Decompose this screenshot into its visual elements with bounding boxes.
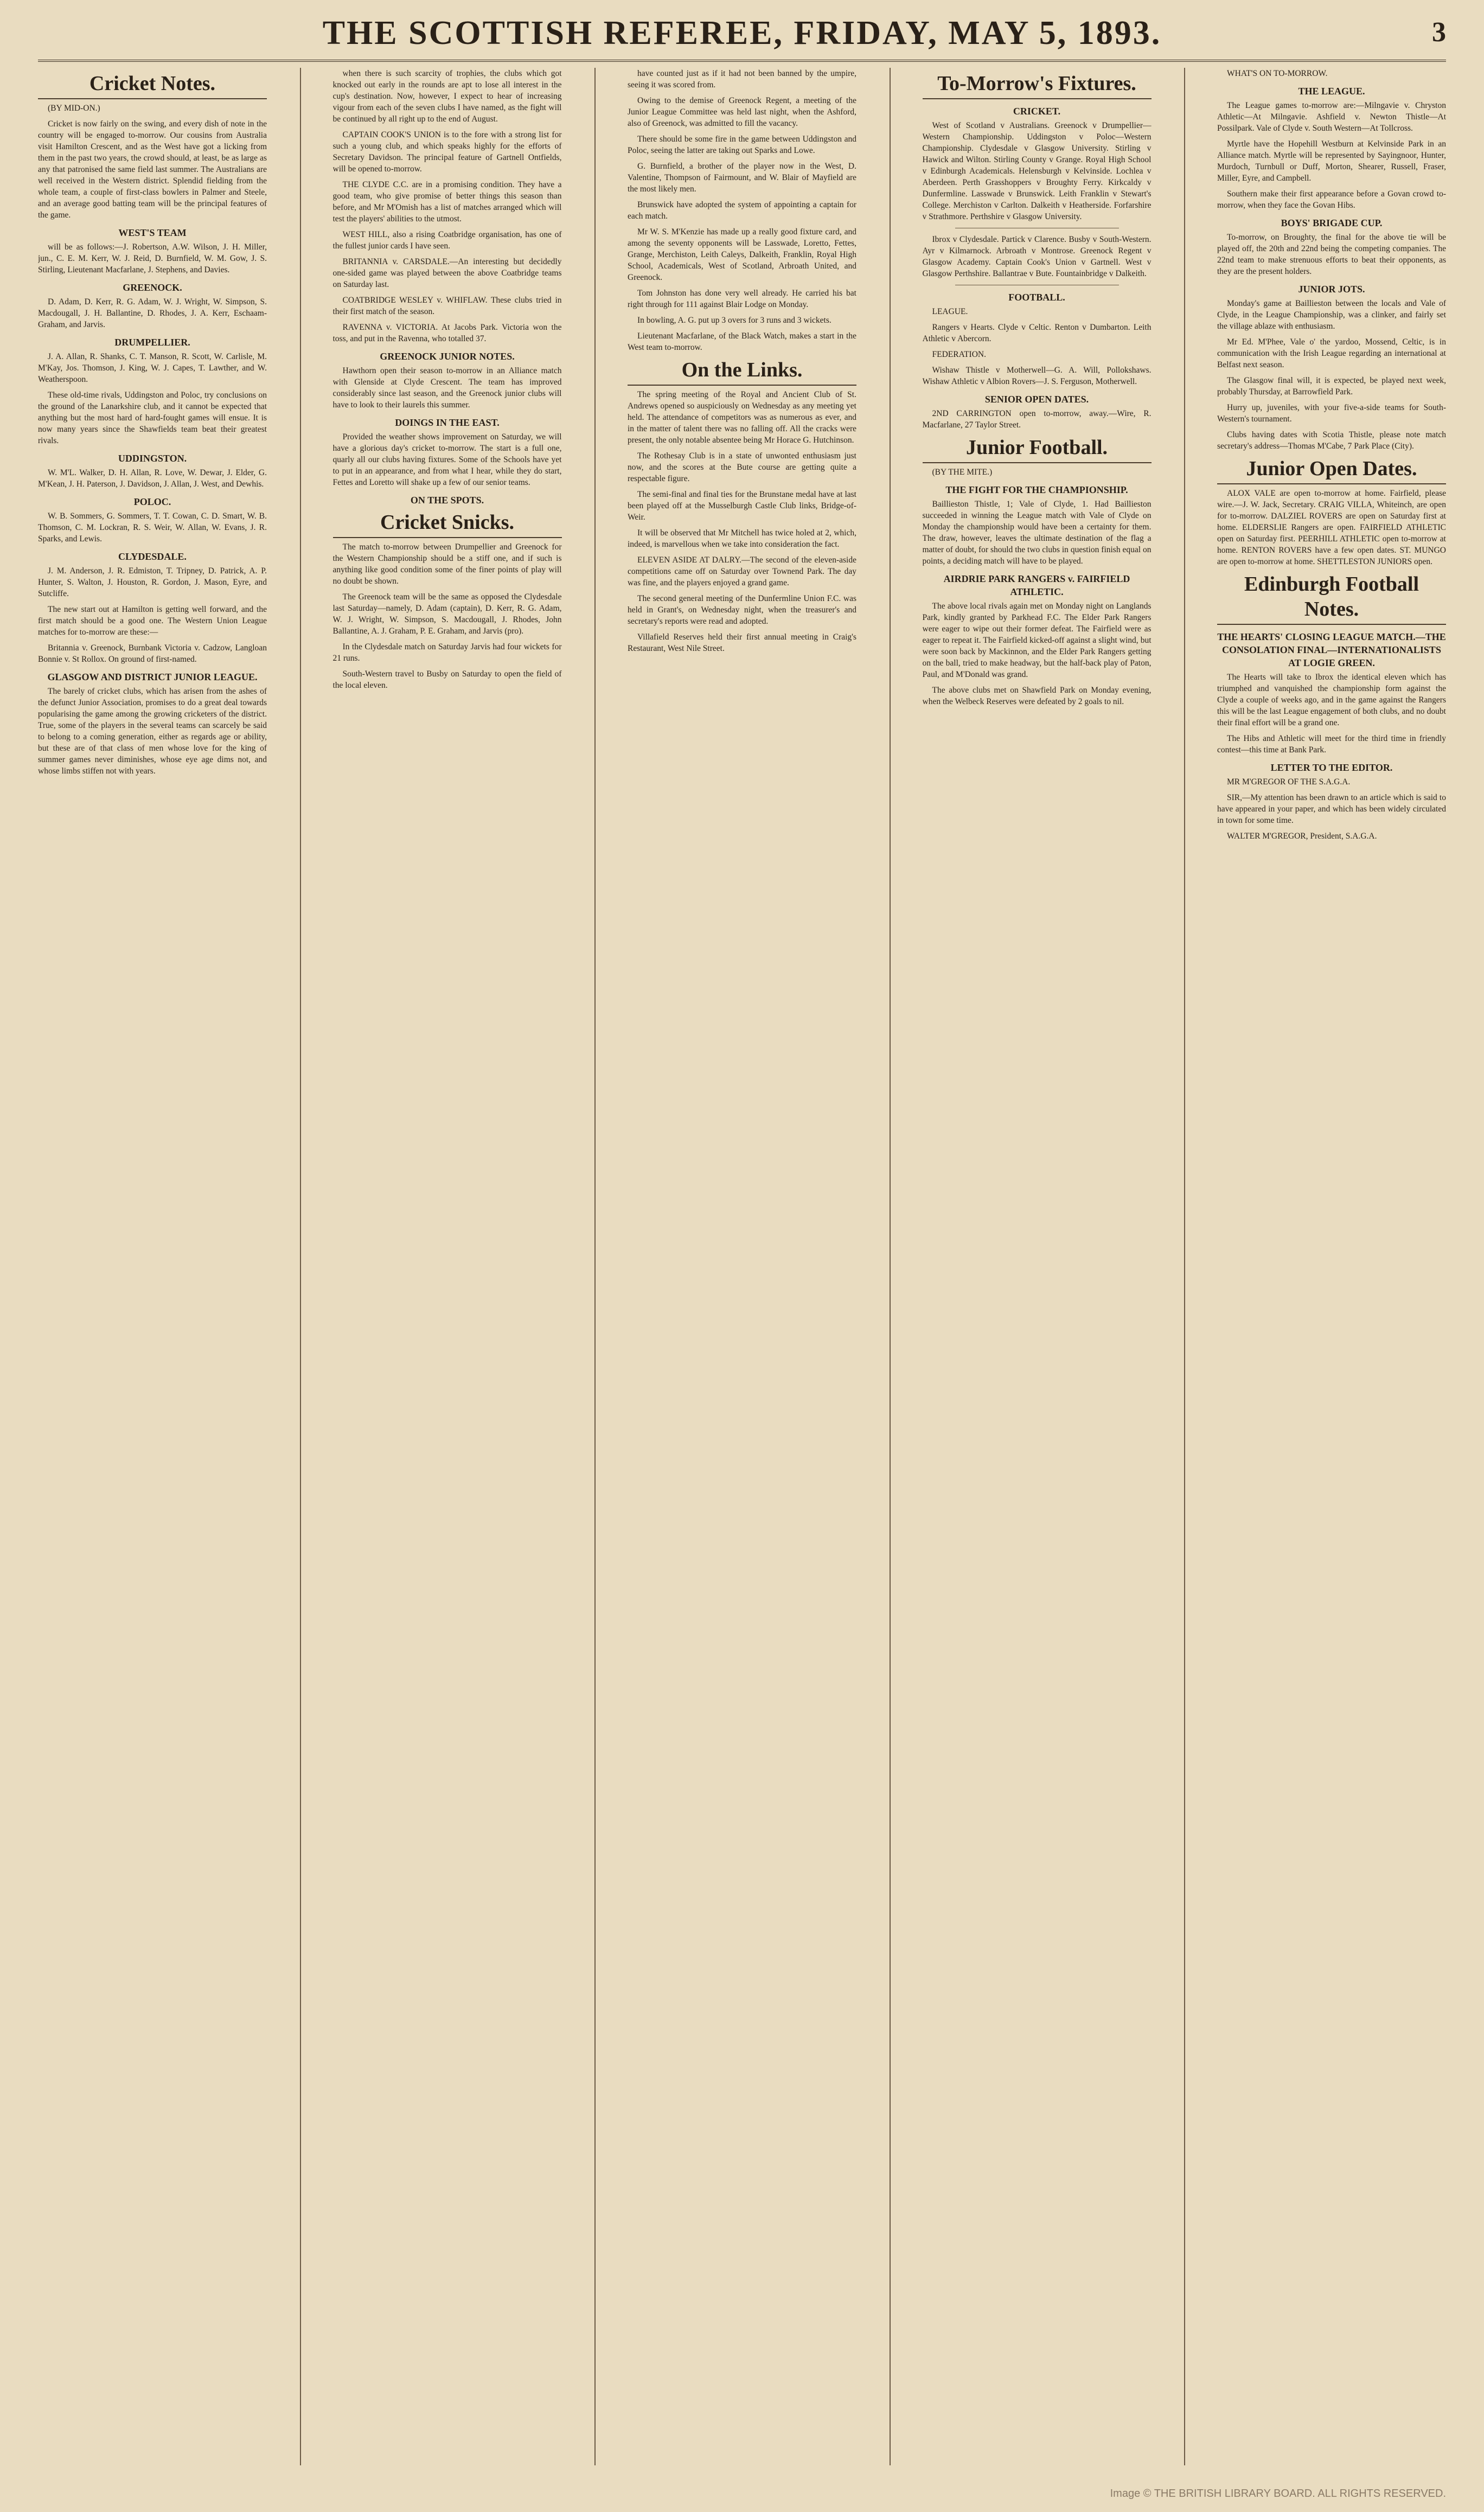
sub-heading: THE FIGHT FOR THE CHAMPIONSHIP.	[945, 484, 1128, 495]
paragraph: The Greenock team will be the same as opposed the Clydesdale last Saturday—namely, D. Adam (captain), D. Kerr, R. G. Adam, W. J. Wright, W. Simpson, S. Macdougall, J. Rhodes, John Ballantine, A. J. Graham, P. E. Graham, and Jarvis (pro).	[332, 592, 562, 636]
paragraph: THE CLYDE C.C. are in a promising condition. They have a good team, who give promise of better things this season than before, and Mr M'Omish has a list of matches arranged which will test the players' abilities to the utmost.	[332, 180, 562, 223]
paragraph: BRITANNIA v. CARSDALE.—An interesting but decidedly one-sided game was played between the above Coatbridge teams on Saturday last.	[332, 257, 562, 289]
paragraph: Clubs having dates with Scotia Thistle, please note match secretary's address—Thomas M'Cabe, 7 Park Place (City).	[1217, 430, 1446, 451]
paragraph: have counted just as if it had not been banned by the umpire, seeing it was scored from.	[628, 69, 856, 90]
paragraph: ELEVEN ASIDE AT DALRY.—The second of the eleven-aside competitions came off on Saturday over Townend Park. The day was fine, and the players enjoyed a grand game.	[628, 555, 856, 587]
paragraph: The above clubs met on Shawfield Park on Monday evening, when the Welbeck Reserves were defeated by 2 goals to nil.	[922, 686, 1152, 706]
paragraph: Provided the weather shows improvement on Saturday, we will have a glorious day's cricket to-morrow. The start is a full one, quarly all our clubs having fixtures. Some of the Schools have yet to put in an appearance, and from what I hear, while they do start, Fettes and Loretto will shake up a few of our senior teams.	[332, 432, 562, 487]
paragraph: (BY MID-ON.)	[48, 104, 100, 113]
sub-heading: BOYS' BRIGADE CUP.	[1281, 218, 1383, 228]
paragraph: W. M'L. Walker, D. H. Allan, R. Love, W. Dewar, J. Elder, G. M'Kean, J. H. Paterson, J. Davidson, J. Allan, J. West, and Dewhis.	[38, 468, 267, 489]
paragraph: The Rothesay Club is in a state of unwonted enthusiasm just now, and the scores at the Bute course are getting quite a respectable figure.	[628, 451, 856, 483]
section-heading: Junior Football.	[923, 435, 1152, 463]
column-1	[38, 68, 267, 2465]
paragraph: The spring meeting of the Royal and Ancient Club of St. Andrews opened so auspiciously on Wednesday as any meeting yet held. The attendance of competitors was as numerous as ever, and in the matter of talent there was no falling off. All the cracks were present, the only notable absentee being Mr Horace G. Hutchinson.	[628, 390, 856, 445]
sub-heading: GLASGOW AND DISTRICT JUNIOR LEAGUE.	[47, 672, 258, 682]
paragraph: These old-time rivals, Uddingston and Poloc, try conclusions on the ground of the Lanarkshire club, and it cannot be expected that anything but the most hard of hard-fought games will ensue. It is now many years since the Shawfields team beat their greatest rivals.	[38, 391, 267, 445]
paragraph: The Hearts will take to Ibrox the identical eleven which has triumphed and vanquished the championship form against the Clyde a couple of weeks ago, and in the game against the Rangers this will be the last League engagement of both clubs, and no doubt their final effort will be a grand one.	[1217, 673, 1446, 727]
paragraph: when there is such scarcity of trophies, the clubs which got knocked out early in the rounds are apt to lose all interest in the cup's destination. Now, however, I expect to hear of increasing vigour from each of the seven clubs I have named, as the fight will be continued by all right up to the end of August.	[332, 69, 562, 124]
section-heading: To-Morrow's Fixtures.	[923, 71, 1152, 99]
paragraph: There should be some fire in the game between Uddingston and Poloc, seeing the latter are taking out Sparks and Lowe.	[628, 135, 856, 155]
section-heading: Edinburgh Football Notes.	[1217, 572, 1446, 625]
paragraph: Myrtle have the Hopehill Westburn at Kelvinside Park in an Alliance match. Myrtle will be represented by Sayingnoor, Hunter, Murdoch, Turnbull or Duff, Morton, Shearer, Russell, Fraser, Miller, Eyre, and Campbell.	[1217, 139, 1446, 183]
paragraph: (BY THE MITE.)	[932, 468, 993, 477]
paragraph: Lieutenant Macfarlane, of the Black Watch, makes a start in the West team to-morrow.	[628, 331, 856, 352]
sub-heading: CLYDESDALE.	[118, 551, 187, 562]
paragraph: ALOX VALE are open to-morrow at home. Fairfield, please wire.—J. W. Jack, Secretary. CRAIG VILLA, Whiteinch, are open for to-morrow. DALZIEL ROVERS are open on Saturday first at home. ELDERSLIE Rangers are open. FAIRFIELD ATHLETIC open on Saturday first. PEERHILL ATHLETIC open to-morrow at home. RENTON ROVERS have a few open dates. ST. MUNGO are open to-morrow at home. SHETTLESTON JUNIORS open.	[1217, 489, 1446, 566]
paragraph: In the Clydesdale match on Saturday Jarvis had four wickets for 21 runs.	[332, 642, 562, 663]
sub-heading: SENIOR OPEN DATES.	[984, 394, 1089, 405]
sub-heading: DOINGS IN THE EAST.	[395, 417, 500, 428]
paragraph: WHAT'S ON TO-MORROW.	[1227, 69, 1328, 78]
sub-heading: ON THE SPOTS.	[410, 495, 484, 506]
sub-heading: CRICKET.	[1013, 106, 1061, 117]
sub-heading: GREENOCK JUNIOR NOTES.	[380, 351, 515, 362]
column-2	[333, 68, 562, 2465]
column-3	[628, 68, 856, 2465]
sub-heading: AIRDRIE PARK RANGERS v. FAIRFIELD ATHLETIC.	[943, 573, 1130, 597]
sub-heading: POLOC.	[133, 496, 171, 507]
paragraph: Mr Ed. M'Phee, Vale o' the yardoo, Mossend, Celtic, is in communication with the Irish League regarding an international at Belfast next season.	[1217, 337, 1446, 369]
paragraph: WALTER M'GREGOR, President, S.A.G.A.	[1227, 832, 1377, 841]
paragraph: West of Scotland v Australians. Greenock v Drumpellier—Western Championship. Uddingston v Poloc—Western Championship. Clydesdale v Glasgow University. Stirling v Hawick and Wilton. Stirling County v Grange. Royal High School v Edinburgh Academicals. Helensburgh v Kelvinside. Lochlea v Aberdeen. Perth Grasshoppers v Broughty Ferry. Kirkcaldy v Dunfermline. Lasswade v Brunswick. Leith Franklin v Stewart's College. Merchiston v Carlton. Dalkeith v Heatherside. Forfarshire v Strathmore. Perthshire v Glasgow University.	[922, 121, 1152, 221]
section-heading: Cricket Snicks.	[333, 510, 562, 538]
paragraph: The barely of cricket clubs, which has arisen from the ashes of the defunct Junior Association, promises to do a great deal towards popularising the game among the growing cricketers of the district. True, some of the players in the several teams can scarcely be said to belong to a coming generation, either as regards age or ability, but these are of that class of men whose love for the king of summer games never diminishes, whose eye age dims not, and whose limbs stiffen not with years.	[38, 687, 267, 776]
column-5	[1217, 68, 1446, 2465]
paragraph: CAPTAIN COOK'S UNION is to the fore with a strong list for such a young club, and which speaks highly for the efforts of Secretary Davidson. The principal feature of Gartnell Ontfields, will be opened to-morrow.	[332, 130, 562, 174]
paragraph: The new start out at Hamilton is getting well forward, and the first match should be a good one. The Western Union League matches for to-morrow are these:—	[38, 605, 267, 637]
paragraph: J. M. Anderson, J. R. Edmiston, T. Tripney, D. Patrick, A. P. Hunter, S. Walton, J. Houston, R. Gordon, J. Mason, Eyre, and Sutcliffe.	[38, 566, 267, 598]
paragraph: Monday's game at Baillieston between the locals and Vale of Clyde, in the League Championship, was a clinker, and fairly set the village ablaze with enthusiasm.	[1217, 299, 1446, 331]
paragraph: Hawthorn open their season to-morrow in an Alliance match with Glenside at Clyde Crescent. The team has improved considerably since last season, and the Greenock junior clubs will have to look to their laurels this summer.	[332, 366, 562, 410]
masthead	[38, 11, 1446, 62]
paragraph: The Glasgow final will, it is expected, be played next week, probably Thursday, at Barrowfield Park.	[1217, 376, 1446, 397]
paragraph: SIR,—My attention has been drawn to an article which is said to have appeared in your paper, and which has been widely circulated in town for some time.	[1217, 793, 1446, 825]
section-heading: Cricket Notes.	[38, 71, 267, 99]
paragraph: 2ND CARRINGTON open to-morrow, away.—Wire, R. Macfarlane, 27 Taylor Street.	[922, 409, 1152, 430]
section-heading: Junior Open Dates.	[1217, 456, 1446, 484]
paragraph: Baillieston Thistle, 1; Vale of Clyde, 1. Had Baillieston succeeded in winning the League match with Vale of Clyde on Monday the championship would have been a certainty for them. The draw, however, leaves the ultimate destination of the flag a matter of doubt, for should the two clubs in question finish equal on points, a deciding match will have to be played.	[922, 500, 1152, 566]
section-heading: On the Links.	[628, 357, 856, 386]
copyright-footer: Image © THE BRITISH LIBRARY BOARD. ALL RIGHTS RESERVED.	[1110, 2488, 1446, 2500]
paragraph: The Hibs and Athletic will meet for the third time in friendly contest—this time at Bank Park.	[1217, 734, 1446, 755]
paragraph: J. A. Allan, R. Shanks, C. T. Manson, R. Scott, W. Carlisle, M. M'Kay, Jos. Thomson, J. King, W. J. Capes, T. Lawther, and W. Weatherspoon.	[38, 352, 267, 384]
paragraph: Ibrox v Clydesdale. Partick v Clarence. Busby v South-Western. Ayr v Kilmarnock. Arbroath v Montrose. Greenock Regent v Glasgow Academy. Captain Cook's Union v Gartnell. West v Glasgow Perthshire. Ballantrae v Bute. Fountainbridge v Dalkeith.	[922, 235, 1152, 278]
column-rule	[890, 68, 891, 2465]
paragraph: The second general meeting of the Dunfermline Union F.C. was held in Grant's, on Wednesday night, when the treasurer's and secretary's reports were read and adopted.	[628, 594, 856, 626]
masthead-title: THE SCOTTISH REFEREE, FRIDAY, MAY 5, 1893.	[322, 15, 1162, 52]
columns	[38, 68, 1446, 2465]
paragraph: Hurry up, juveniles, with your five-a-side teams for South-Western's tournament.	[1217, 403, 1446, 424]
column-rule	[594, 68, 596, 2465]
paragraph: South-Western travel to Busby on Saturday to open the field of the local eleven.	[332, 669, 562, 690]
paragraph: COATBRIDGE WESLEY v. WHIFLAW. These clubs tried in their first match of the season.	[332, 296, 562, 316]
sub-heading: JUNIOR JOTS.	[1298, 284, 1365, 295]
paragraph: Cricket is now fairly on the swing, and every dish of note in the country will be engaged to-morrow. Our cousins from Australia visit Hamilton Crescent, and as the West have got a licking from them in the past two years, the crowd should, at least, be as large as any that patronised the same field last summer. The Australians are well received in the Western district. Splendid fielding from the whole team, a couple of first-class bowlers in Palmer and Steele, and an average good batting team will be the principal features of the game.	[38, 119, 267, 220]
paragraph: Southern make their first appearance before a Govan crowd to-morrow, when they face the Govan Hibs.	[1217, 189, 1446, 210]
paragraph: The League games to-morrow are:—Milngavie v. Chryston Athletic—At Milngavie. Ashfield v. Newton Thistle—At Possilpark. Vale of Clyde v. South Western—At Tollcross.	[1217, 101, 1446, 133]
paragraph: Wishaw Thistle v Motherwell—G. A. Will, Pollokshaws. Wishaw Athletic v Albion Rovers—J. S. Ferguson, Motherwell.	[922, 366, 1152, 386]
paragraph: W. B. Sommers, G. Sommers, T. T. Cowan, C. D. Smart, W. B. Thomson, C. M. Lockran, R. S. Weir, W. Allan, W. Evans, J. R. Sparks, and Lewis.	[38, 512, 267, 544]
sub-heading: THE HEARTS' CLOSING LEAGUE MATCH.—THE CONSOLATION FINAL—INTERNATIONALISTS AT LOGIE GREEN.	[1217, 631, 1446, 668]
paragraph: RAVENNA v. VICTORIA. At Jacobs Park. Victoria won the toss, and put in the Ravenna, who totalled 37.	[332, 323, 562, 343]
sub-heading: UDDINGSTON.	[118, 453, 187, 464]
paragraph: Rangers v Hearts. Clyde v Celtic. Renton v Dumbarton. Leith Athletic v Abercorn.	[922, 323, 1152, 343]
paragraph: Britannia v. Greenock, Burnbank Victoria v. Cadzow, Langloan Bonnie v. St Rollox. On ground of first-named.	[38, 643, 267, 664]
paragraph: Owing to the demise of Greenock Regent, a meeting of the Junior League Committee was held last night, when the Ashford, also of Greenock, was admitted to fill the vacancy.	[628, 96, 856, 128]
paragraph: It will be observed that Mr Mitchell has twice holed at 2, which, indeed, is marvellous when we take into consideration the fact.	[628, 528, 856, 549]
column-4	[923, 68, 1152, 2465]
paragraph: will be as follows:—J. Robertson, A.W. Wilson, J. H. Miller, jun., C. E. M. Kerr, W. J. Reid, D. Burnfield, W. M. Gow, J. S. Stirling, Lieutenant Macfarlane, J. Stephens, and Davies.	[38, 242, 267, 274]
paragraph: To-morrow, on Broughty, the final for the above tie will be played off, the 20th and 22nd being the competing companies. The 22nd team to make strenuous efforts to beat their opponents, as they are the present holders.	[1217, 233, 1446, 276]
paragraph: G. Burnfield, a brother of the player now in the West, D. Valentine, Thompson of Fairmount, and W. Blair of Mayfield are the most likely men.	[628, 162, 856, 194]
paragraph: The match to-morrow between Drumpellier and Greenock for the Western Championship should be a stiff one, and if such is anything like good condition some of the finer points of play will no doubt be shown.	[332, 542, 562, 586]
paragraph: WEST HILL, also a rising Coatbridge organisation, has one of the fullest junior cards I have seen.	[332, 230, 562, 251]
sub-heading: DRUMPELLIER.	[114, 337, 190, 348]
sub-heading: LETTER TO THE EDITOR.	[1270, 762, 1393, 773]
sub-heading: WEST'S TEAM	[118, 227, 187, 238]
paragraph: Mr W. S. M'Kenzie has made up a really good fixture card, and among the seventy opponents will be Lasswade, Loretto, Fettes, Grange, Merchiston, Leith Caleys, Dalkeith, Franklin, Royal High School, Academicals, West of Scotland, Arbroath United, and Greenock.	[628, 227, 856, 282]
paragraph: MR M'GREGOR OF THE S.A.G.A.	[1227, 777, 1351, 787]
paragraph: Brunswick have adopted the system of appointing a captain for each match.	[628, 200, 856, 221]
paragraph: The semi-final and final ties for the Brunstane medal have at last been played off at the Musselburgh Castle Club links, Bridge-of-Weir.	[628, 490, 856, 522]
sub-heading: THE LEAGUE.	[1298, 86, 1365, 97]
paragraph: FEDERATION.	[932, 350, 986, 359]
paragraph: D. Adam, D. Kerr, R. G. Adam, W. J. Wright, W. Simpson, S. Macdougall, J. H. Ballantine, D. Rhodes, J. A. Kerr, Eschaam-Graham, and Jarvis.	[38, 297, 267, 329]
sub-heading: FOOTBALL.	[1008, 292, 1065, 303]
column-rule	[1184, 68, 1185, 2465]
paragraph: The above local rivals again met on Monday night on Langlands Park, kindly granted by Parkhead F.C. The Elder Park Rangers were eager to wipe out their former defeat. The Fairfield were as eager to repeat it. The Fairfield kicked-off against a slight wind, but were soon back by Mackinnon, and the Elder Park Rangers getting on the ball, tried to make headway, but the half-back play of Paton, Paul, and M'Donald was grand.	[922, 602, 1152, 679]
paragraph: Tom Johnston has done very well already. He carried his bat right through for 111 against Blair Lodge on Monday.	[628, 289, 856, 309]
paragraph: LEAGUE.	[932, 307, 968, 316]
paragraph: In bowling, A. G. put up 3 overs for 3 runs and 3 wickets.	[637, 316, 831, 325]
column-rule	[300, 68, 301, 2465]
page-number: 3	[1432, 17, 1446, 48]
paragraph: Villafield Reserves held their first annual meeting in Craig's Restaurant, West Nile Street.	[628, 632, 856, 653]
sub-heading: GREENOCK.	[123, 282, 182, 293]
